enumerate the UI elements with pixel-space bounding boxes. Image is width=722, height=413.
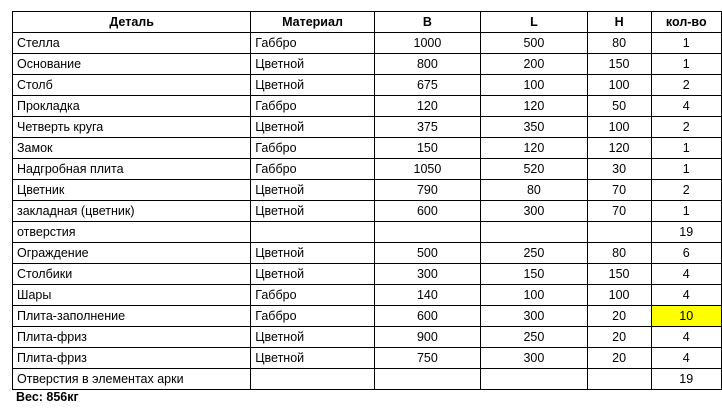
cell-h[interactable]: 100 xyxy=(587,117,651,138)
cell-qty[interactable]: 1 xyxy=(651,159,722,180)
cell-h[interactable]: 20 xyxy=(587,327,651,348)
cell-qty[interactable]: 1 xyxy=(651,54,722,75)
cell-b[interactable] xyxy=(374,369,480,390)
spreadsheet xyxy=(12,11,722,390)
cell-b[interactable]: 790 xyxy=(374,180,480,201)
cell-l[interactable]: 300 xyxy=(481,201,588,222)
cell-material[interactable]: Цветной xyxy=(251,54,374,75)
cell-qty[interactable]: 4 xyxy=(651,348,722,369)
cell-b[interactable]: 375 xyxy=(374,117,480,138)
header-part[interactable]: Деталь xyxy=(13,12,251,33)
cell-b[interactable]: 1050 xyxy=(374,159,480,180)
cell-part[interactable]: Шары xyxy=(13,285,251,306)
table-row xyxy=(13,138,722,159)
cell-h[interactable] xyxy=(587,222,651,243)
cell-l[interactable]: 250 xyxy=(481,243,588,264)
cell-h[interactable] xyxy=(587,369,651,390)
header-material[interactable]: Материал xyxy=(251,12,374,33)
cell-material[interactable]: Цветной xyxy=(251,264,374,285)
cell-part[interactable]: Плита-фриз xyxy=(13,327,251,348)
cell-h[interactable]: 70 xyxy=(587,201,651,222)
header-row xyxy=(13,12,722,33)
cell-material[interactable]: Габбро xyxy=(251,96,374,117)
cell-l[interactable]: 100 xyxy=(481,285,588,306)
cell-qty[interactable]: 1 xyxy=(651,138,722,159)
table-row xyxy=(13,54,722,75)
cell-h[interactable]: 20 xyxy=(587,348,651,369)
table-row xyxy=(13,348,722,369)
cell-material[interactable]: Цветной xyxy=(251,327,374,348)
cell-material[interactable]: Габбро xyxy=(251,306,374,327)
table-row xyxy=(13,264,722,285)
cell-part[interactable]: Замок xyxy=(13,138,251,159)
weight-total: Вес: 856кг xyxy=(16,390,79,404)
cell-b[interactable]: 120 xyxy=(374,96,480,117)
header-b[interactable]: B xyxy=(374,12,480,33)
table-row xyxy=(13,369,722,390)
cell-qty[interactable]: 1 xyxy=(651,33,722,54)
cell-h[interactable]: 80 xyxy=(587,33,651,54)
cell-b[interactable]: 500 xyxy=(374,243,480,264)
cell-b[interactable]: 750 xyxy=(374,348,480,369)
cell-part[interactable]: Прокладка xyxy=(13,96,251,117)
cell-b[interactable]: 300 xyxy=(374,264,480,285)
cell-b[interactable]: 150 xyxy=(374,138,480,159)
table-row xyxy=(13,159,722,180)
cell-qty[interactable]: 4 xyxy=(651,96,722,117)
header-h[interactable]: H xyxy=(587,12,651,33)
cell-l[interactable]: 350 xyxy=(481,117,588,138)
table-row xyxy=(13,306,722,327)
cell-h[interactable]: 100 xyxy=(587,285,651,306)
cell-part[interactable]: отверстия xyxy=(13,222,251,243)
cell-qty[interactable]: 2 xyxy=(651,117,722,138)
cell-material[interactable]: Цветной xyxy=(251,117,374,138)
table-row xyxy=(13,201,722,222)
cell-b[interactable]: 675 xyxy=(374,75,480,96)
cell-b[interactable]: 900 xyxy=(374,327,480,348)
cell-material[interactable]: Цветной xyxy=(251,348,374,369)
cell-qty[interactable]: 2 xyxy=(651,75,722,96)
cell-b[interactable]: 140 xyxy=(374,285,480,306)
cell-material[interactable]: Габбро xyxy=(251,33,374,54)
cell-qty[interactable]: 4 xyxy=(651,264,722,285)
cell-part[interactable]: Стелла xyxy=(13,33,251,54)
cell-b[interactable]: 600 xyxy=(374,201,480,222)
cell-b[interactable]: 800 xyxy=(374,54,480,75)
cell-h[interactable]: 80 xyxy=(587,243,651,264)
cell-l[interactable]: 100 xyxy=(481,75,588,96)
cell-h[interactable]: 150 xyxy=(587,54,651,75)
cell-h[interactable]: 100 xyxy=(587,75,651,96)
cell-l[interactable]: 120 xyxy=(481,96,588,117)
cell-qty[interactable]: 4 xyxy=(651,327,722,348)
cell-material[interactable]: Габбро xyxy=(251,285,374,306)
cell-b[interactable]: 1000 xyxy=(374,33,480,54)
cell-part[interactable]: Отверстия в элементах арки xyxy=(13,369,251,390)
cell-material[interactable]: Цветной xyxy=(251,180,374,201)
cell-l[interactable]: 500 xyxy=(481,33,588,54)
cell-part[interactable]: Основание xyxy=(13,54,251,75)
table-row xyxy=(13,75,722,96)
cell-part[interactable]: Столб xyxy=(13,75,251,96)
cell-l[interactable] xyxy=(481,222,588,243)
cell-material[interactable]: Цветной xyxy=(251,201,374,222)
cell-l[interactable]: 300 xyxy=(481,306,588,327)
cell-material[interactable] xyxy=(251,369,374,390)
cell-material[interactable]: Габбро xyxy=(251,159,374,180)
cell-h[interactable]: 120 xyxy=(587,138,651,159)
cell-l[interactable]: 80 xyxy=(481,180,588,201)
cell-part[interactable]: Цветник xyxy=(13,180,251,201)
cell-qty[interactable]: 1 xyxy=(651,201,722,222)
table-row xyxy=(13,222,722,243)
cell-material[interactable] xyxy=(251,222,374,243)
cell-part[interactable]: закладная (цветник) xyxy=(13,201,251,222)
cell-h[interactable]: 20 xyxy=(587,306,651,327)
cell-l[interactable]: 300 xyxy=(481,348,588,369)
cell-h[interactable]: 30 xyxy=(587,159,651,180)
cell-material[interactable]: Цветной xyxy=(251,75,374,96)
cell-part[interactable]: Четверть круга xyxy=(13,117,251,138)
cell-l[interactable]: 250 xyxy=(481,327,588,348)
table-row xyxy=(13,285,722,306)
cell-part[interactable]: Столбики xyxy=(13,264,251,285)
cell-h[interactable]: 70 xyxy=(587,180,651,201)
cell-l[interactable]: 120 xyxy=(481,138,588,159)
cell-l[interactable] xyxy=(481,369,588,390)
table-row xyxy=(13,117,722,138)
table-row xyxy=(13,180,722,201)
cell-qty[interactable]: 2 xyxy=(651,180,722,201)
cell-l[interactable]: 200 xyxy=(481,54,588,75)
cell-part[interactable]: Плита-фриз xyxy=(13,348,251,369)
cell-qty[interactable]: 6 xyxy=(651,243,722,264)
cell-l[interactable]: 150 xyxy=(481,264,588,285)
cell-qty[interactable]: 19 xyxy=(651,222,722,243)
cell-qty[interactable]: 10 xyxy=(651,306,722,327)
parts-table xyxy=(12,11,722,390)
header-l[interactable]: L xyxy=(481,12,588,33)
cell-qty[interactable]: 19 xyxy=(651,369,722,390)
table-row xyxy=(13,96,722,117)
cell-part[interactable]: Плита-заполнение xyxy=(13,306,251,327)
cell-b[interactable]: 600 xyxy=(374,306,480,327)
cell-part[interactable]: Надгробная плита xyxy=(13,159,251,180)
cell-h[interactable]: 150 xyxy=(587,264,651,285)
table-row xyxy=(13,243,722,264)
cell-l[interactable]: 520 xyxy=(481,159,588,180)
cell-part[interactable]: Ограждение xyxy=(13,243,251,264)
cell-h[interactable]: 50 xyxy=(587,96,651,117)
table-row xyxy=(13,33,722,54)
cell-material[interactable]: Цветной xyxy=(251,243,374,264)
header-qty[interactable]: кол-во xyxy=(651,12,722,33)
cell-b[interactable] xyxy=(374,222,480,243)
table-row xyxy=(13,327,722,348)
cell-material[interactable]: Габбро xyxy=(251,138,374,159)
cell-qty[interactable]: 4 xyxy=(651,285,722,306)
